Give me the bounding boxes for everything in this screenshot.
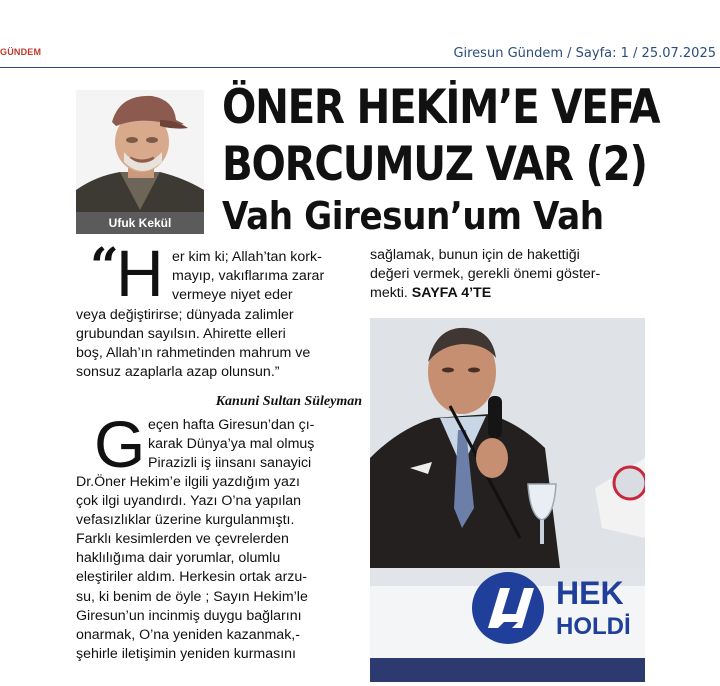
text-line: onarmak, O’na yeniden kazanmak,- bbox=[76, 626, 300, 643]
author-name: Ufuk Kekül bbox=[76, 212, 204, 234]
text-line: sağlamak, bunun için de hakettiği bbox=[370, 247, 580, 263]
text-line bbox=[370, 284, 660, 303]
text-line: değeri vermek, gerekli önemi göster- bbox=[370, 266, 601, 283]
text-line: Giresun’un incinmiş duygu bağlarını bbox=[76, 607, 302, 624]
headline-subtitle: Vah Giresun’um Vah bbox=[222, 194, 604, 238]
text-line: er kim ki; Allah’tan kork- bbox=[172, 249, 322, 265]
quote-dropcap: H bbox=[116, 236, 164, 310]
text-line: vefasızlıklar üzerine kurgulanmıştı. bbox=[76, 512, 295, 529]
text-line: karak Dünya’ya mal olmuş bbox=[148, 436, 315, 453]
text-line: şehirle iletişimin yeniden kurmasını bbox=[76, 645, 296, 662]
newspaper-logo: GÜNDEM bbox=[0, 47, 42, 57]
page-info: Giresun Gündem / Sayfa: 1 / 25.07.2025 bbox=[453, 46, 716, 61]
text-line: vermeye niyet eder bbox=[172, 287, 293, 304]
article-dropcap: G bbox=[94, 407, 146, 481]
text-line: boş, Allah’ın rahmetinden mahrum ve bbox=[76, 345, 311, 362]
text-line: çok ilgi uyandırdı. Yazı O’na yapılan bbox=[76, 493, 302, 510]
quote-open-mark: “ bbox=[90, 236, 119, 295]
text-line: Dr.Öner Hekim’e ilgili yazdığım yazı bbox=[76, 474, 300, 490]
text-line: veya değiştirirse; dünyada zalimler bbox=[76, 307, 294, 323]
headline-line-2: BORCUMUZ VAR (2) bbox=[222, 137, 647, 192]
text-line: sonsuz azaplarla azap olunsun.” bbox=[76, 364, 280, 381]
podium-brand-text-2: HOLDİ bbox=[556, 613, 631, 640]
continued-on-page-link[interactable]: SAYFA 4’TE bbox=[411, 285, 492, 302]
author-photo bbox=[76, 90, 204, 234]
text-line: grubundan sayılsın. Ahirette elleri bbox=[76, 326, 286, 343]
text-line: haklılığıma dair yorumlar, olumlu bbox=[76, 550, 281, 567]
text-line: su, ki benim de öyle ; Sayın Hekim’le bbox=[76, 588, 308, 605]
speaker-image bbox=[370, 318, 645, 682]
text-line: Pirazizli iş iinsanı sanayici bbox=[148, 455, 312, 472]
text-line: eleştiriler aldım. Herkesin ortak arzu- bbox=[76, 569, 308, 586]
article-lines-right bbox=[148, 416, 363, 473]
text-line: eçen hafta Giresun’dan çı- bbox=[148, 417, 315, 433]
header-divider bbox=[0, 67, 720, 68]
quote-lines-right bbox=[172, 248, 362, 305]
article-column-2 bbox=[370, 246, 660, 303]
quote-signature: Kanuni Sultan Süleyman bbox=[215, 394, 362, 409]
text-line: Farklı kesimlerden ve çevrelerden bbox=[76, 531, 289, 548]
headline-line-1: ÖNER HEKİM’E VEFA bbox=[222, 80, 660, 135]
article-body bbox=[76, 473, 366, 664]
text-line: mayıp, vakıflarıma zarar bbox=[172, 268, 325, 285]
text-line-end: mekti. bbox=[370, 285, 408, 302]
speaker-photo bbox=[370, 318, 645, 682]
podium-brand-text-1: HEK bbox=[556, 575, 624, 611]
quote-lines-full bbox=[76, 306, 366, 382]
